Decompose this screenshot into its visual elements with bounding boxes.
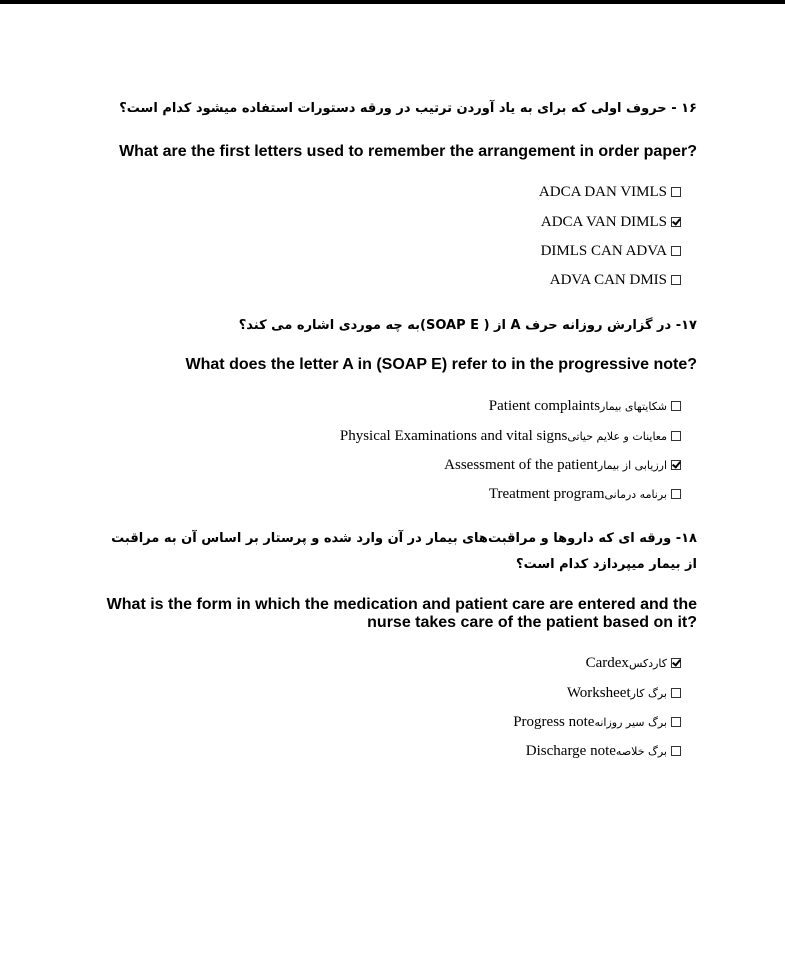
question-17-option-2[interactable] [340,426,681,446]
checkbox-icon[interactable] [671,431,681,441]
question-18-option-2[interactable] [567,683,681,703]
question-17-persian: ۱۷- در گزارش روزانه حرف A از ( SOAP E)به چه موردی اشاره می کند؟ [238,318,697,333]
option-label-persian: برگ خلاصه [615,744,667,758]
option-label: Worksheet [566,684,631,701]
option-label-persian: برگ کار [630,686,667,700]
question-16-option-4[interactable] [550,270,681,290]
checkbox-icon[interactable] [671,717,681,727]
checkbox-icon[interactable] [671,187,681,197]
option-label-persian: برگ سیر روزانه [594,715,667,729]
option-label: ADVA CAN DMIS [549,272,667,288]
option-label: Discharge note [525,742,616,759]
question-18-persian: ۱۸- ورقه ای که داروها و مراقبت‌های بیمار در آن وارد شده و پرستار بر اساس آن به مراقبت از بیمار میپردازد کدام است؟ [111,531,697,572]
option-label: Patient complaints [488,397,601,414]
checkbox-icon[interactable] [671,275,681,285]
question-17-option-1[interactable] [489,396,681,416]
option-label-persian: کاردکس [628,656,667,670]
option-label: DIMLS CAN ADVA [540,243,667,259]
question-16-persian: ۱۶ - حروف اولی که برای به یاد آوردن ترتیب در ورقه دستورات استفاده میشود کدام است؟ [119,101,697,116]
checkbox-icon[interactable] [671,746,681,756]
option-label: Progress note [513,713,595,730]
option-label-persian: شکایتهای بیمار [600,399,667,413]
option-label: Cardex [585,654,629,671]
question-17-option-3[interactable] [444,455,681,475]
checkbox-icon[interactable] [671,489,681,499]
option-label-persian: برنامه درمانی [604,487,667,501]
question-16-option-3[interactable] [541,241,681,261]
question-18-option-4[interactable] [526,741,681,761]
checked-checkbox-icon[interactable] [671,217,681,227]
checked-checkbox-icon[interactable] [671,658,681,668]
question-16-option-2[interactable] [541,212,681,232]
option-label: ADCA VAN DIMLS [540,214,667,230]
question-17-english: What does the letter A in (SOAP E) refer to in the progressive note? [185,356,697,373]
checkbox-icon[interactable] [671,401,681,411]
option-label-persian: معاینات و علایم حیاتی [567,429,667,443]
question-18-english: What is the form in which the medication and patient care are entered and the nurse takes care of the patient based on it? [106,596,697,631]
question-18-option-3[interactable] [513,712,681,732]
checkbox-icon[interactable] [671,246,681,256]
checked-checkbox-icon[interactable] [671,460,681,470]
option-label-persian: ارزیابی از بیمار [597,458,667,472]
checkbox-icon[interactable] [671,688,681,698]
question-17-option-4[interactable] [489,484,681,504]
question-18-option-1[interactable] [586,653,681,673]
option-label: Assessment of the patient [444,456,598,473]
option-label: Physical Examinations and vital signs [339,427,568,444]
option-label: ADCA DAN VIMLS [538,184,667,200]
option-label: Treatment program [488,485,605,502]
question-16-option-1[interactable] [539,182,681,202]
question-16-english: What are the first letters used to remember the arrangement in order paper? [119,143,697,160]
